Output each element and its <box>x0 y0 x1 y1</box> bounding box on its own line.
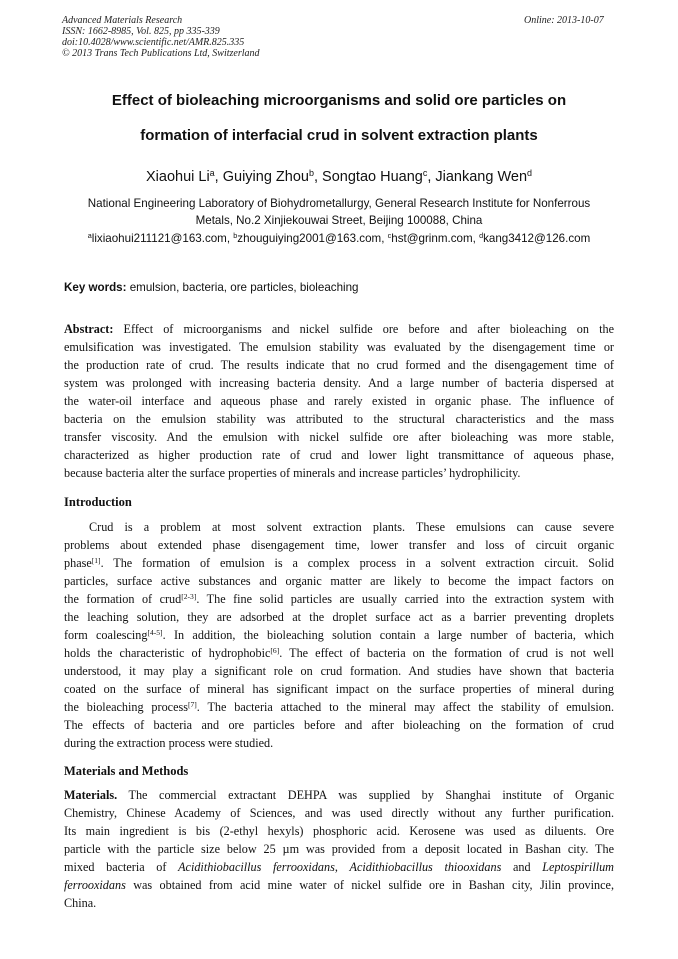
species-name: Acidithiobacillus thiooxidans <box>349 860 502 874</box>
abstract-text: the production rate of crud. The results indicate that no crud formed and the disengagement time of <box>64 358 614 372</box>
introduction-line <box>64 536 614 554</box>
abstract-text: bacteria on the emulsion stability was attributed to the structural characteristics and the mass <box>64 412 614 426</box>
citation-ref: [2-3] <box>181 591 197 601</box>
body-text: Chemistry, Chinese Academy of Sciences, and was used directly without any further purification. <box>64 806 614 820</box>
abstract-text: system was prolonged with increasing bacteria density. And a large number of bacteria dispersed at <box>64 376 614 390</box>
introduction-line <box>64 734 614 752</box>
affiliation-line-1: National Engineering Laboratory of Biohydrometallurgy, General Research Institute for Nonferrous <box>87 197 591 210</box>
body-text: was obtained from acid mine water of nickel sulfide ore in Bashan city, Jilin province, <box>125 878 614 892</box>
online-date: Online: 2013-10-07 <box>524 15 604 26</box>
body-text: particle with the particle size below 25 µm was provided from a deposit located in Bashan city. The <box>64 842 614 856</box>
introduction-line <box>64 716 614 734</box>
introduction-line <box>64 518 614 536</box>
abstract-text: the water-oil interface and aqueous phase and rarely existed in organic phase. The influence of <box>64 394 614 408</box>
email-list <box>60 230 618 248</box>
materials-body <box>64 786 614 912</box>
materials-line <box>64 876 614 894</box>
body-text: particles, surface active substances and organic matter are likely to become the impact factors on <box>64 574 614 588</box>
body-text: problems about extended phase disengagement time, lower transfer and loss of circuit organic <box>64 538 614 552</box>
abstract-line <box>64 446 614 464</box>
body-text: . The fine solid particles are usually carried into the extraction system with <box>196 592 614 606</box>
email-address: zhouguiying2001@163.com <box>237 232 382 245</box>
email-mark: d <box>479 231 484 241</box>
body-text: the bioleaching process <box>64 700 188 714</box>
email-address: hst@grinm.com <box>391 232 473 245</box>
keywords-text: emulsion, bacteria, ore particles, bioleaching <box>126 281 359 294</box>
email-mark: c <box>387 231 392 241</box>
email-separator: , <box>226 232 234 245</box>
introduction-line <box>64 698 614 716</box>
affiliation-line-2: Metals, No.2 Xinjiekouwai Street, Beijing 100088, China <box>195 214 483 227</box>
paper-title-line-2: formation of interfacial crud in solvent extraction plants <box>140 127 538 144</box>
introduction-line <box>64 644 614 662</box>
author-affiliation-mark: d <box>527 168 533 179</box>
abstract-line <box>64 338 614 356</box>
email-mark: b <box>233 231 238 241</box>
abstract-label: Abstract: <box>64 322 114 336</box>
body-text: coated on the surface of mineral has significant impact on the surface properties of mineral during <box>64 682 614 696</box>
author-list <box>60 168 618 186</box>
species-name: Acidithiobacillus ferrooxidans <box>178 860 335 874</box>
email-address: kang3412@126.com <box>483 232 591 245</box>
body-text: and <box>501 860 543 874</box>
copyright-line: © 2013 Trans Tech Publications Ltd, Switzerland <box>62 48 260 59</box>
introduction-line <box>64 554 614 572</box>
author-affiliation-mark: a <box>209 168 215 179</box>
journal-header <box>62 15 260 59</box>
introduction-line <box>64 662 614 680</box>
body-text: phase <box>64 556 92 570</box>
doi-line: doi:10.4028/www.scientific.net/AMR.825.335 <box>62 37 245 48</box>
body-text: . In addition, the bioleaching solution contain a large number of bacteria, which <box>162 628 615 642</box>
email-mark: a <box>87 231 92 241</box>
body-text: Crud is a problem at most solvent extraction plants. These emulsions can cause severe <box>89 520 614 534</box>
citation-ref: [1] <box>91 555 101 565</box>
body-text: understood, it may play a significant role on crud formation. And studies have shown that bacteria <box>64 664 614 678</box>
author-separator: , <box>313 169 323 185</box>
author-affiliation-mark: b <box>308 168 314 179</box>
keywords-label: Key words: <box>64 281 127 294</box>
citation-ref: [4-5] <box>147 627 163 637</box>
email-separator: , <box>381 232 388 245</box>
introduction-heading: Introduction <box>64 495 132 509</box>
keywords <box>64 280 359 296</box>
issn-line: ISSN: 1662-8985, Vol. 825, pp 335-339 <box>62 26 220 37</box>
run-in-heading: Materials. <box>64 788 118 802</box>
abstract-text: transfer viscosity. And the emulsion with nickel sulfide ore after bioleaching was more stable, <box>64 430 614 444</box>
citation-ref: [7] <box>187 699 197 709</box>
introduction-line <box>64 626 614 644</box>
materials-line <box>64 822 614 840</box>
author-name: Guiying Zhou <box>222 169 309 185</box>
body-text: holds the characteristic of hydrophobic <box>64 646 271 660</box>
author-affiliation-mark: c <box>422 168 428 179</box>
abstract-line <box>64 356 614 374</box>
introduction-line <box>64 608 614 626</box>
introduction-line <box>64 572 614 590</box>
author-separator: , <box>427 169 436 185</box>
abstract <box>64 320 614 482</box>
author-name: Songtao Huang <box>322 169 423 185</box>
body-text: the formation of crud <box>64 592 182 606</box>
abstract-text: because bacteria alter the surface properties of minerals and increase particles’ hydrophilicity. <box>64 466 521 480</box>
email-separator: , <box>472 232 480 245</box>
materials-line <box>64 804 614 822</box>
abstract-text: emulsification was investigated. The emulsion stability was evaluated by the disengagement time or <box>64 340 614 354</box>
abstract-line <box>64 410 614 428</box>
body-text: China. <box>64 896 97 910</box>
introduction-line <box>64 590 614 608</box>
email-address: lixiaohui211121@163.com <box>91 232 227 245</box>
journal-name: Advanced Materials Research <box>62 15 183 26</box>
author-name: Xiaohui Li <box>145 169 210 185</box>
introduction-body <box>64 518 614 752</box>
materials-line <box>64 786 614 804</box>
abstract-text: Effect of microorganisms and nickel sulfide ore before and after bioleaching on the <box>113 322 614 336</box>
species-name: ferrooxidans <box>64 878 126 892</box>
author-separator: , <box>214 169 223 185</box>
methods-heading: Materials and Methods <box>64 764 189 778</box>
materials-line <box>64 894 614 912</box>
citation-ref: [6] <box>270 645 280 655</box>
abstract-line <box>64 464 614 482</box>
abstract-line <box>64 428 614 446</box>
materials-line <box>64 840 614 858</box>
body-text: Its main ingredient is bis (2-ethyl hexyls) phosphoric acid. Kerosene was used as diluents. Ore <box>64 824 614 838</box>
paper-title-line-1: Effect of bioleaching microorganisms and solid ore particles on <box>111 92 567 109</box>
introduction-line <box>64 680 614 698</box>
abstract-line <box>64 320 614 338</box>
body-text: The effects of bacteria and ore particles before and after bioleaching on the formation of crud <box>64 718 614 732</box>
body-text: . The effect of bacteria on the formation of crud is not well <box>279 646 614 660</box>
body-text: the leaching solution, they are adsorbed at the droplet surface act as a barrier preventing droplets <box>64 610 614 624</box>
body-text: during the extraction process were studied. <box>64 736 274 750</box>
body-text: form coalescing <box>64 628 148 642</box>
abstract-text: characterized as higher production rate of crud and lower light transmittance of aqueous phase, <box>64 448 614 462</box>
body-text: mixed bacteria of <box>64 860 179 874</box>
body-text: The commercial extractant DEHPA was supplied by Shanghai institute of Organic <box>117 788 614 802</box>
body-text: , <box>334 860 350 874</box>
body-text: . The bacteria attached to the mineral may affect the stability of emulsion. <box>196 700 614 714</box>
body-text: . The formation of emulsion is a complex process in a solvent extraction circuit. Solid <box>100 556 614 570</box>
species-name: Leptospirillum <box>542 860 614 874</box>
author-name: Jiankang Wen <box>435 169 528 185</box>
abstract-line <box>64 374 614 392</box>
materials-line <box>64 858 614 876</box>
abstract-line <box>64 392 614 410</box>
